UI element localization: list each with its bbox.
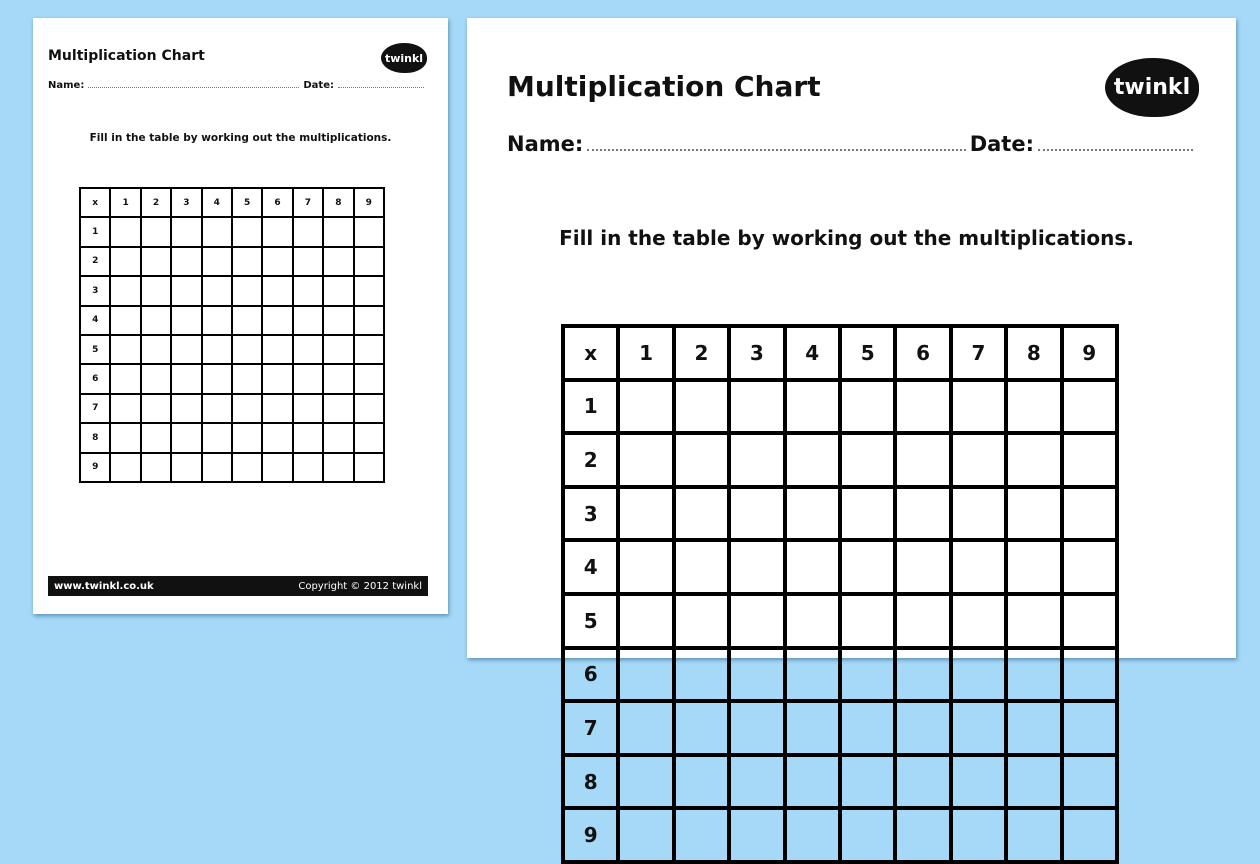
header-row bbox=[563, 326, 1117, 380]
column-header: 7 bbox=[293, 188, 323, 217]
answer-cell[interactable] bbox=[323, 217, 353, 246]
answer-cell[interactable] bbox=[618, 594, 673, 648]
column-header: 9 bbox=[1062, 326, 1117, 380]
answer-cell[interactable] bbox=[729, 755, 784, 809]
answer-cell[interactable] bbox=[141, 217, 171, 246]
answer-cell[interactable] bbox=[785, 808, 840, 862]
answer-cell[interactable] bbox=[1062, 594, 1117, 648]
row-header: 2 bbox=[563, 433, 618, 487]
answer-cell[interactable] bbox=[785, 540, 840, 594]
answer-cell[interactable] bbox=[262, 335, 292, 364]
answer-cell[interactable] bbox=[202, 364, 232, 393]
answer-cell[interactable] bbox=[951, 755, 1006, 809]
answer-cell[interactable] bbox=[171, 247, 201, 276]
answer-cell[interactable] bbox=[323, 306, 353, 335]
row-header: 5 bbox=[563, 594, 618, 648]
answer-cell[interactable] bbox=[840, 594, 895, 648]
answer-cell[interactable] bbox=[1006, 380, 1061, 434]
answer-cell[interactable] bbox=[171, 394, 201, 423]
answer-cell[interactable] bbox=[951, 487, 1006, 541]
answer-cell[interactable] bbox=[141, 276, 171, 305]
answer-cell[interactable] bbox=[323, 247, 353, 276]
corner-cell: x bbox=[80, 188, 110, 217]
answer-cell[interactable] bbox=[1062, 540, 1117, 594]
answer-cell[interactable] bbox=[618, 487, 673, 541]
row-header: 7 bbox=[563, 701, 618, 755]
answer-cell[interactable] bbox=[895, 380, 950, 434]
table-row bbox=[563, 755, 1117, 809]
table-row bbox=[80, 335, 384, 364]
page-title: Multiplication Chart bbox=[48, 48, 205, 64]
table-row bbox=[563, 594, 1117, 648]
answer-cell[interactable] bbox=[840, 433, 895, 487]
answer-cell[interactable] bbox=[618, 648, 673, 702]
answer-cell[interactable] bbox=[232, 394, 262, 423]
answer-cell[interactable] bbox=[1006, 487, 1061, 541]
answer-cell[interactable] bbox=[785, 433, 840, 487]
name-date-line bbox=[48, 80, 428, 91]
answer-cell[interactable] bbox=[840, 755, 895, 809]
answer-cell[interactable] bbox=[1006, 540, 1061, 594]
column-header: 2 bbox=[674, 326, 729, 380]
answer-cell[interactable] bbox=[618, 540, 673, 594]
column-header: 5 bbox=[840, 326, 895, 380]
answer-cell[interactable] bbox=[840, 487, 895, 541]
answer-cell[interactable] bbox=[729, 380, 784, 434]
answer-cell[interactable] bbox=[729, 487, 784, 541]
answer-cell[interactable] bbox=[323, 335, 353, 364]
column-header: 2 bbox=[141, 188, 171, 217]
answer-cell[interactable] bbox=[729, 648, 784, 702]
column-header: 3 bbox=[171, 188, 201, 217]
answer-cell[interactable] bbox=[232, 217, 262, 246]
column-header: 4 bbox=[785, 326, 840, 380]
answer-cell[interactable] bbox=[262, 394, 292, 423]
answer-cell[interactable] bbox=[232, 453, 262, 482]
answer-cell[interactable] bbox=[729, 808, 784, 862]
footer-url: www.twinkl.co.uk bbox=[54, 580, 154, 592]
answer-cell[interactable] bbox=[895, 648, 950, 702]
answer-cell[interactable] bbox=[293, 453, 323, 482]
answer-cell[interactable] bbox=[895, 755, 950, 809]
page-title: Multiplication Chart bbox=[507, 70, 821, 103]
answer-cell[interactable] bbox=[171, 423, 201, 452]
answer-cell[interactable] bbox=[354, 394, 384, 423]
answer-cell[interactable] bbox=[729, 701, 784, 755]
answer-cell[interactable] bbox=[840, 648, 895, 702]
answer-cell[interactable] bbox=[1062, 701, 1117, 755]
answer-cell[interactable] bbox=[785, 648, 840, 702]
answer-cell[interactable] bbox=[674, 540, 729, 594]
table-row bbox=[563, 487, 1117, 541]
answer-cell[interactable] bbox=[110, 217, 140, 246]
answer-cell[interactable] bbox=[293, 394, 323, 423]
answer-cell[interactable] bbox=[232, 364, 262, 393]
table-row bbox=[563, 380, 1117, 434]
answer-cell[interactable] bbox=[202, 335, 232, 364]
answer-cell[interactable] bbox=[840, 540, 895, 594]
answer-cell[interactable] bbox=[293, 247, 323, 276]
table-row bbox=[80, 364, 384, 393]
multiplication-table bbox=[561, 324, 1119, 864]
answer-cell[interactable] bbox=[951, 540, 1006, 594]
answer-cell[interactable] bbox=[729, 433, 784, 487]
answer-cell[interactable] bbox=[110, 247, 140, 276]
row-header: 1 bbox=[80, 217, 110, 246]
answer-cell[interactable] bbox=[141, 394, 171, 423]
answer-cell[interactable] bbox=[110, 335, 140, 364]
answer-cell[interactable] bbox=[840, 701, 895, 755]
answer-cell[interactable] bbox=[1006, 648, 1061, 702]
column-header: 7 bbox=[951, 326, 1006, 380]
answer-cell[interactable] bbox=[293, 306, 323, 335]
answer-cell[interactable] bbox=[895, 487, 950, 541]
answer-cell[interactable] bbox=[262, 217, 292, 246]
answer-cell[interactable] bbox=[1006, 433, 1061, 487]
answer-cell[interactable] bbox=[202, 276, 232, 305]
column-header: 9 bbox=[354, 188, 384, 217]
answer-cell[interactable] bbox=[293, 217, 323, 246]
answer-cell[interactable] bbox=[674, 808, 729, 862]
answer-cell[interactable] bbox=[354, 276, 384, 305]
column-header: 5 bbox=[232, 188, 262, 217]
answer-cell[interactable] bbox=[110, 276, 140, 305]
answer-cell[interactable] bbox=[323, 276, 353, 305]
answer-cell[interactable] bbox=[1062, 648, 1117, 702]
answer-cell[interactable] bbox=[262, 364, 292, 393]
answer-cell[interactable] bbox=[618, 380, 673, 434]
date-label: Date: bbox=[303, 80, 334, 91]
answer-cell[interactable] bbox=[141, 453, 171, 482]
row-header: 6 bbox=[563, 648, 618, 702]
answer-cell[interactable] bbox=[618, 701, 673, 755]
answer-cell[interactable] bbox=[618, 433, 673, 487]
answer-cell[interactable] bbox=[202, 423, 232, 452]
answer-cell[interactable] bbox=[262, 423, 292, 452]
answer-cell[interactable] bbox=[674, 648, 729, 702]
table-row bbox=[563, 433, 1117, 487]
answer-cell[interactable] bbox=[202, 247, 232, 276]
column-header: 6 bbox=[895, 326, 950, 380]
answer-cell[interactable] bbox=[202, 453, 232, 482]
answer-cell[interactable] bbox=[354, 364, 384, 393]
corner-cell: x bbox=[563, 326, 618, 380]
answer-cell[interactable] bbox=[141, 247, 171, 276]
date-field bbox=[1038, 149, 1193, 151]
answer-cell[interactable] bbox=[171, 306, 201, 335]
answer-cell[interactable] bbox=[840, 808, 895, 862]
answer-cell[interactable] bbox=[171, 453, 201, 482]
answer-cell[interactable] bbox=[293, 276, 323, 305]
answer-cell[interactable] bbox=[110, 453, 140, 482]
answer-cell[interactable] bbox=[1062, 808, 1117, 862]
answer-cell[interactable] bbox=[262, 453, 292, 482]
answer-cell[interactable] bbox=[262, 276, 292, 305]
answer-cell[interactable] bbox=[323, 364, 353, 393]
answer-cell[interactable] bbox=[354, 217, 384, 246]
answer-cell[interactable] bbox=[323, 394, 353, 423]
column-header: 8 bbox=[323, 188, 353, 217]
answer-cell[interactable] bbox=[141, 335, 171, 364]
answer-cell[interactable] bbox=[110, 306, 140, 335]
answer-cell[interactable] bbox=[354, 453, 384, 482]
row-header: 1 bbox=[563, 380, 618, 434]
row-header: 5 bbox=[80, 335, 110, 364]
row-header: 8 bbox=[563, 755, 618, 809]
answer-cell[interactable] bbox=[895, 594, 950, 648]
row-header: 3 bbox=[563, 487, 618, 541]
answer-cell[interactable] bbox=[171, 364, 201, 393]
name-date-line bbox=[507, 132, 1197, 156]
name-label: Name: bbox=[48, 80, 85, 91]
answer-cell[interactable] bbox=[171, 335, 201, 364]
answer-cell[interactable] bbox=[110, 394, 140, 423]
answer-cell[interactable] bbox=[1062, 487, 1117, 541]
answer-cell[interactable] bbox=[951, 648, 1006, 702]
answer-cell[interactable] bbox=[729, 594, 784, 648]
table-row bbox=[80, 423, 384, 452]
answer-cell[interactable] bbox=[171, 217, 201, 246]
answer-cell[interactable] bbox=[232, 247, 262, 276]
answer-cell[interactable] bbox=[618, 755, 673, 809]
answer-cell[interactable] bbox=[1006, 755, 1061, 809]
answer-cell[interactable] bbox=[729, 540, 784, 594]
answer-cell[interactable] bbox=[785, 755, 840, 809]
answer-cell[interactable] bbox=[354, 335, 384, 364]
answer-cell[interactable] bbox=[951, 433, 1006, 487]
instructions: Fill in the table by working out the multiplications. bbox=[559, 226, 1134, 250]
answer-cell[interactable] bbox=[262, 306, 292, 335]
row-header: 6 bbox=[80, 364, 110, 393]
date-label: Date: bbox=[969, 132, 1034, 156]
multiplication-table bbox=[79, 187, 385, 483]
answer-cell[interactable] bbox=[951, 594, 1006, 648]
answer-cell[interactable] bbox=[232, 335, 262, 364]
answer-cell[interactable] bbox=[674, 380, 729, 434]
name-field bbox=[587, 149, 965, 151]
answer-cell[interactable] bbox=[354, 423, 384, 452]
column-header: 1 bbox=[618, 326, 673, 380]
answer-cell[interactable] bbox=[323, 453, 353, 482]
answer-cell[interactable] bbox=[1062, 755, 1117, 809]
answer-cell[interactable] bbox=[1006, 594, 1061, 648]
twinkl-logo: twinkl bbox=[383, 45, 425, 71]
column-header: 6 bbox=[262, 188, 292, 217]
worksheet-thumbnail-page bbox=[33, 18, 448, 614]
worksheet-zoomed-page bbox=[467, 18, 1236, 848]
answer-cell[interactable] bbox=[202, 394, 232, 423]
answer-cell[interactable] bbox=[232, 306, 262, 335]
answer-cell[interactable] bbox=[323, 423, 353, 452]
row-header: 9 bbox=[563, 808, 618, 862]
answer-cell[interactable] bbox=[785, 701, 840, 755]
row-header: 2 bbox=[80, 247, 110, 276]
answer-cell[interactable] bbox=[674, 433, 729, 487]
answer-cell[interactable] bbox=[674, 701, 729, 755]
answer-cell[interactable] bbox=[1006, 701, 1061, 755]
answer-cell[interactable] bbox=[141, 364, 171, 393]
footer-bar bbox=[48, 576, 428, 596]
answer-cell[interactable] bbox=[618, 808, 673, 862]
answer-cell[interactable] bbox=[1006, 808, 1061, 862]
table-row bbox=[563, 648, 1117, 702]
answer-cell[interactable] bbox=[951, 808, 1006, 862]
answer-cell[interactable] bbox=[785, 380, 840, 434]
header-row bbox=[80, 188, 384, 217]
column-header: 8 bbox=[1006, 326, 1061, 380]
row-header: 7 bbox=[80, 394, 110, 423]
answer-cell[interactable] bbox=[171, 276, 201, 305]
answer-cell[interactable] bbox=[951, 380, 1006, 434]
answer-cell[interactable] bbox=[232, 423, 262, 452]
answer-cell[interactable] bbox=[293, 423, 323, 452]
name-field bbox=[88, 87, 299, 88]
answer-cell[interactable] bbox=[141, 423, 171, 452]
answer-cell[interactable] bbox=[674, 487, 729, 541]
footer-copyright: Copyright © 2012 twinkl bbox=[298, 580, 422, 592]
answer-cell[interactable] bbox=[232, 276, 262, 305]
column-header: 3 bbox=[729, 326, 784, 380]
answer-cell[interactable] bbox=[141, 306, 171, 335]
answer-cell[interactable] bbox=[1062, 380, 1117, 434]
answer-cell[interactable] bbox=[202, 306, 232, 335]
answer-cell[interactable] bbox=[785, 594, 840, 648]
row-header: 4 bbox=[80, 306, 110, 335]
answer-cell[interactable] bbox=[840, 380, 895, 434]
name-label: Name: bbox=[507, 132, 584, 156]
answer-cell[interactable] bbox=[293, 364, 323, 393]
instructions: Fill in the table by working out the multiplications. bbox=[89, 132, 392, 144]
table-row bbox=[563, 701, 1117, 755]
answer-cell[interactable] bbox=[354, 306, 384, 335]
row-header: 3 bbox=[80, 276, 110, 305]
table-row bbox=[80, 453, 384, 482]
table-row bbox=[80, 306, 384, 335]
answer-cell[interactable] bbox=[262, 247, 292, 276]
answer-cell[interactable] bbox=[895, 433, 950, 487]
table-row bbox=[80, 394, 384, 423]
answer-cell[interactable] bbox=[1062, 433, 1117, 487]
table-row bbox=[80, 247, 384, 276]
table-row bbox=[563, 540, 1117, 594]
answer-cell[interactable] bbox=[293, 335, 323, 364]
twinkl-logo: twinkl bbox=[1107, 60, 1197, 115]
answer-cell[interactable] bbox=[110, 423, 140, 452]
column-header: 4 bbox=[202, 188, 232, 217]
row-header: 4 bbox=[563, 540, 618, 594]
row-header: 9 bbox=[80, 453, 110, 482]
answer-cell[interactable] bbox=[354, 247, 384, 276]
answer-cell[interactable] bbox=[951, 701, 1006, 755]
answer-cell[interactable] bbox=[674, 594, 729, 648]
table-row bbox=[563, 808, 1117, 862]
answer-cell[interactable] bbox=[895, 808, 950, 862]
answer-cell[interactable] bbox=[674, 755, 729, 809]
table-row bbox=[80, 217, 384, 246]
column-header: 1 bbox=[110, 188, 140, 217]
row-header: 8 bbox=[80, 423, 110, 452]
answer-cell[interactable] bbox=[110, 364, 140, 393]
answer-cell[interactable] bbox=[895, 701, 950, 755]
answer-cell[interactable] bbox=[895, 540, 950, 594]
date-field bbox=[338, 87, 424, 88]
answer-cell[interactable] bbox=[785, 487, 840, 541]
answer-cell[interactable] bbox=[202, 217, 232, 246]
table-row bbox=[80, 276, 384, 305]
